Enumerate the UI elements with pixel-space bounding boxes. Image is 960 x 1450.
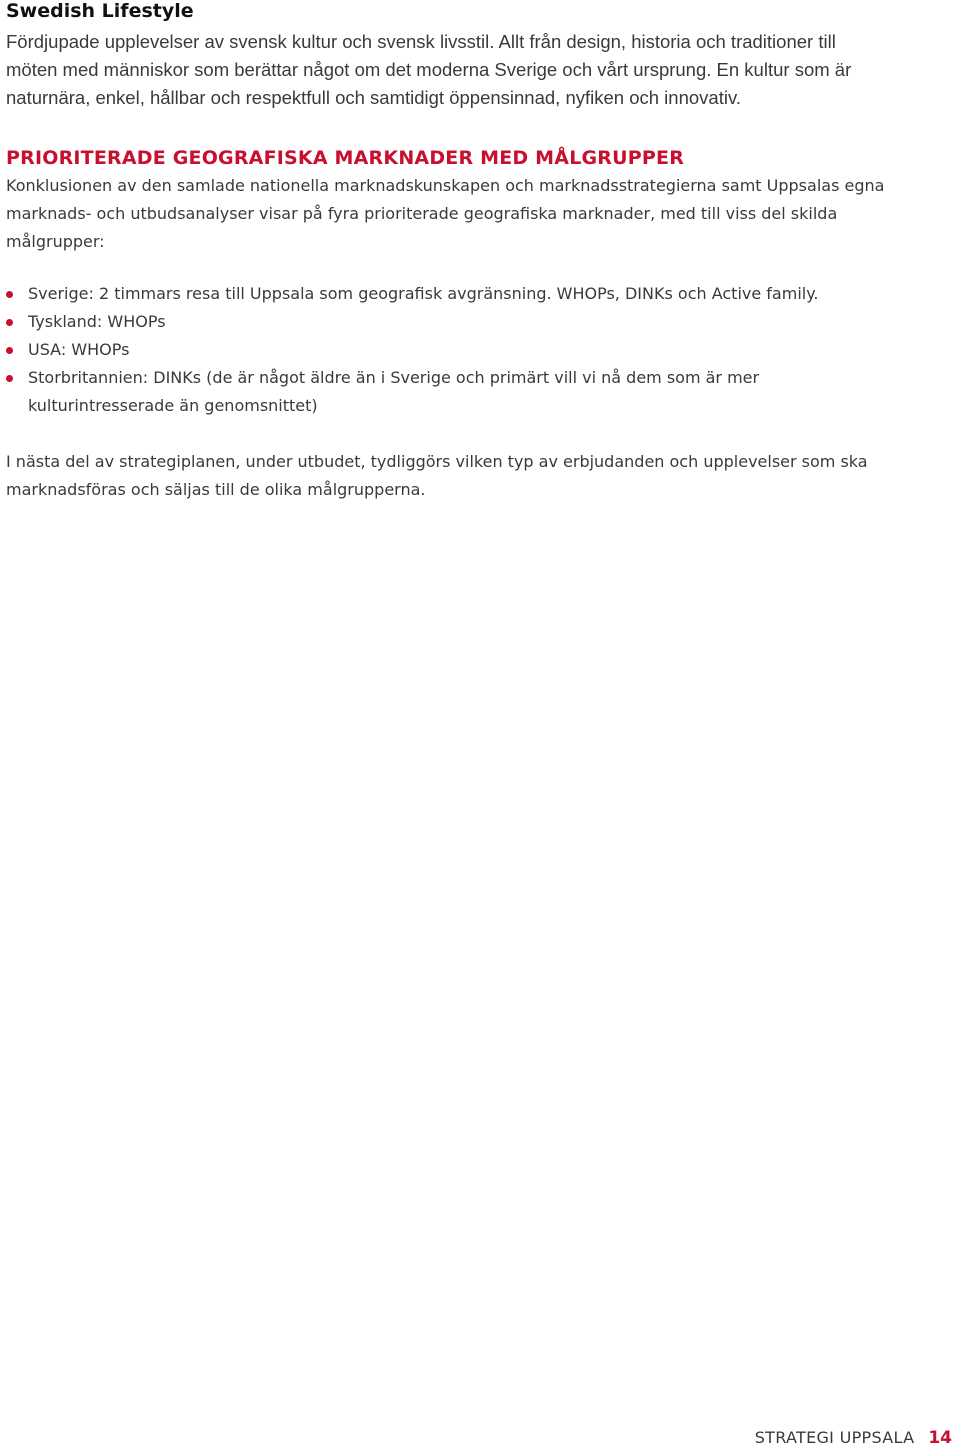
list-item-text: Sverige: 2 timmars resa till Uppsala som geografisk avgränsning. WHOPs, DINKs och Active family.	[28, 284, 819, 303]
bullet-icon	[6, 347, 13, 354]
section-heading: PRIORITERADE GEOGRAFISKA MARKNADER MED MÅLGRUPPER	[6, 147, 685, 169]
list-item	[6, 336, 886, 364]
list-item	[6, 364, 886, 420]
intro-title: Swedish Lifestyle	[6, 0, 194, 22]
list-item	[6, 308, 886, 336]
market-list	[6, 280, 886, 420]
page-footer	[755, 1428, 952, 1448]
bullet-icon	[6, 375, 13, 382]
list-item-text: Tyskland: WHOPs	[28, 312, 166, 331]
bullet-icon	[6, 319, 13, 326]
list-item	[6, 280, 886, 308]
document-page	[6, 0, 906, 504]
page-number: 14	[928, 1428, 952, 1448]
list-item-text: Storbritannien: DINKs (de är något äldre än i Sverige och primärt vill vi nå dem som är mer kulturintresserade än genomsnittet)	[28, 368, 760, 415]
bullet-icon	[6, 291, 13, 298]
closing-paragraph: I nästa del av strategiplanen, under utbudet, tydliggörs vilken typ av erbjudanden och upplevelser som ska marknadsföras och säljas till de olika målgrupperna.	[6, 452, 868, 499]
list-item-text: USA: WHOPs	[28, 340, 130, 359]
intro-paragraph: Fördjupade upplevelser av svensk kultur och svensk livsstil. Allt från design, historia och traditioner till möten med människor som berättar något om det moderna Sverige och vårt ursprung. En kultur som är naturnära, enkel, hållbar och respektfull och samtidigt öppensinnad, nyfiken och innovativ.	[6, 31, 852, 108]
footer-label: STRATEGI UPPSALA	[754, 1428, 915, 1447]
section-paragraph: Konklusionen av den samlade nationella marknadskunskapen och marknadsstrategierna samt Uppsalas egna marknads- och utbudsanalyser visar på fyra prioriterade geografiska marknader, med till viss del skilda målgrupper:	[6, 176, 885, 251]
